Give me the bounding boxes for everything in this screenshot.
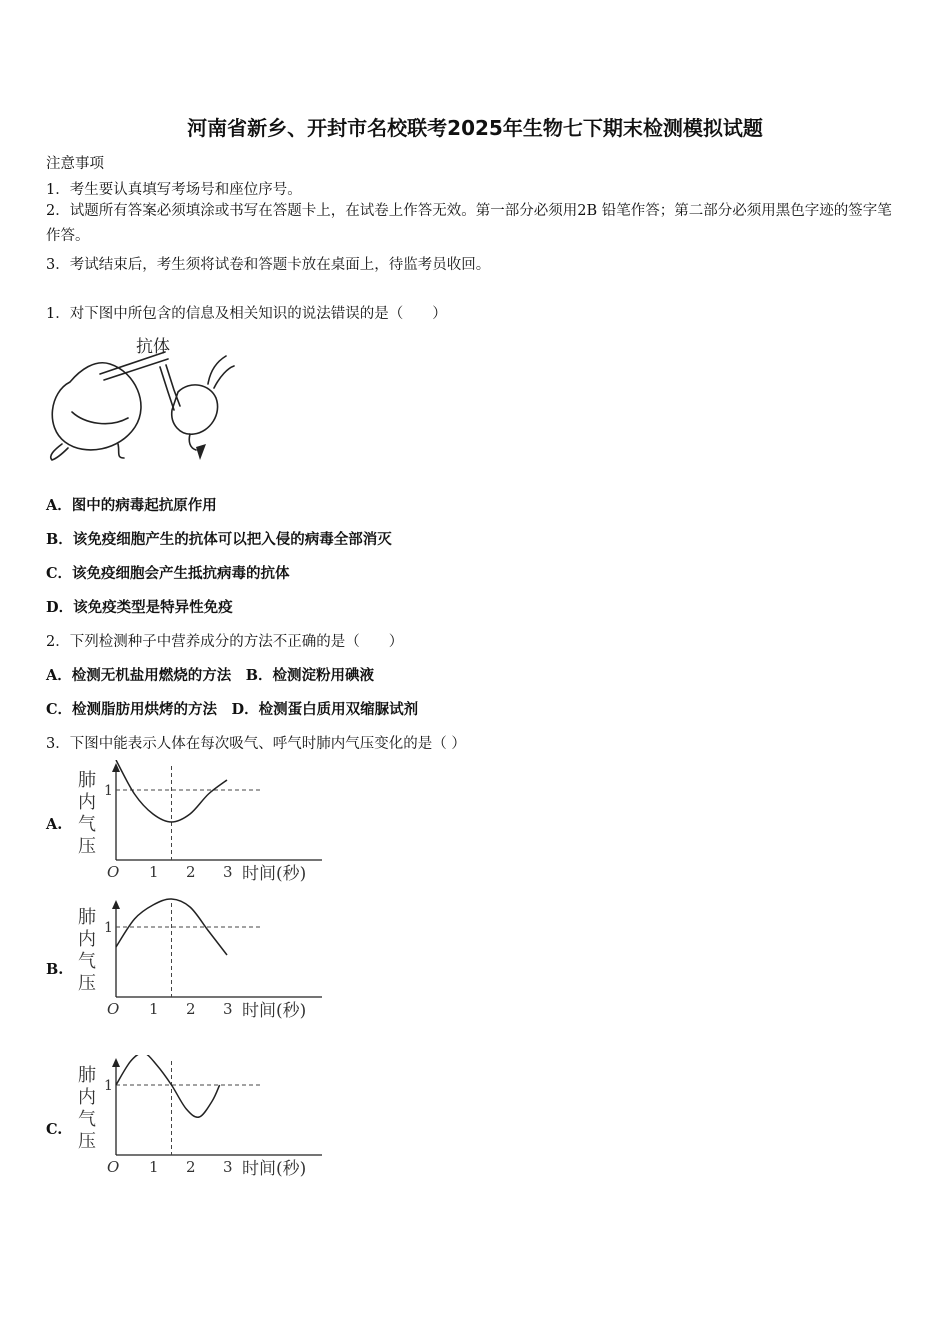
x-tick-label: 2 (186, 1000, 196, 1018)
x-tick-label: O (107, 1158, 120, 1176)
x-axis-label: 时间(秒) (242, 1001, 307, 1021)
y-axis-label-char: 压 (78, 1131, 96, 1152)
q1-option-b: B．该免疫细胞产生的抗体可以把入侵的病毒全部消灭 (46, 531, 392, 548)
x-tick-label: 3 (223, 863, 233, 881)
chart-option-c (72, 1055, 332, 1180)
q3-option-c-label: C. (46, 1121, 63, 1138)
x-tick-label: 1 (149, 1158, 159, 1176)
chart-option-b (72, 897, 332, 1022)
y-axis-label-char: 压 (78, 973, 96, 994)
x-tick-label: O (107, 863, 120, 881)
y-axis-arrow (112, 900, 120, 909)
y-axis-label-char: 肺 (78, 907, 96, 928)
x-tick-label: 3 (223, 1000, 233, 1018)
q2-options-row2: C．检测脂肪用烘烤的方法 D．检测蛋白质用双缩脲试剂 (46, 701, 419, 718)
y-axis-label-char: 内 (78, 792, 96, 813)
y-axis-arrow (112, 1058, 120, 1067)
x-axis-label: 时间(秒) (242, 1159, 307, 1179)
x-tick-label: O (107, 1000, 120, 1018)
y-tick-label: 1 (104, 920, 113, 936)
y-tick-label: 1 (104, 1078, 113, 1094)
y-axis-label-char: 压 (78, 836, 96, 857)
notice-item-2: 2．试题所有答案必须填涂或书写在答题卡上，在试卷上作答无效。第一部分必须用2B 铅笔作答；第二部分必须用黑色字迹的签字笔作答。 (46, 203, 892, 244)
x-tick-label: 1 (149, 1000, 159, 1018)
y-tick-label: 1 (104, 783, 113, 799)
q3-option-b-label: B. (46, 961, 64, 978)
y-axis-label-char: 内 (78, 929, 96, 950)
question-1-stem: 1．对下图中所包含的信息及相关知识的说法错误的是（ ） (46, 306, 447, 322)
notice-item-3: 3．考试结束后，考生须将试卷和答题卡放在桌面上，待监考员收回。 (46, 257, 491, 273)
q1-option-d: D．该免疫类型是特异性免疫 (46, 599, 233, 616)
y-axis-label-char: 肺 (78, 770, 96, 791)
notice-item-1: 1．考生要认真填写考场号和座位序号。 (46, 182, 302, 198)
x-tick-label: 2 (186, 1158, 196, 1176)
antibody-virus-illustration (40, 332, 240, 467)
pressure-curve (116, 1055, 220, 1117)
q1-option-c: C．该免疫细胞会产生抵抗病毒的抗体 (46, 565, 290, 582)
y-axis-label-char: 气 (78, 951, 96, 972)
notice-heading: 注意事项 (46, 156, 104, 172)
chart-option-a (72, 760, 332, 885)
y-axis-label-char: 气 (78, 1109, 96, 1130)
y-axis-label-char: 内 (78, 1087, 96, 1108)
question-3-stem: 3．下图中能表示人体在每次吸气、呼气时肺内气压变化的是（ ） (46, 736, 466, 752)
y-axis-label-char: 肺 (78, 1065, 96, 1086)
x-tick-label: 1 (149, 863, 159, 881)
antibody-label: 抗体 (136, 337, 170, 357)
x-tick-label: 2 (186, 863, 196, 881)
question-2-stem: 2．下列检测种子中营养成分的方法不正确的是（ ） (46, 634, 404, 650)
x-tick-label: 3 (223, 1158, 233, 1176)
q1-option-a: A．图中的病毒起抗原作用 (46, 497, 217, 514)
q2-options-row1: A．检测无机盐用燃烧的方法 B．检测淀粉用碘液 (46, 667, 375, 684)
x-axis-label: 时间(秒) (242, 864, 307, 884)
q3-option-a-label: A. (46, 816, 63, 833)
y-axis-label-char: 气 (78, 814, 96, 835)
page-title: 河南省新乡、开封市名校联考2025年生物七下期末检测模拟试题 (187, 116, 763, 140)
